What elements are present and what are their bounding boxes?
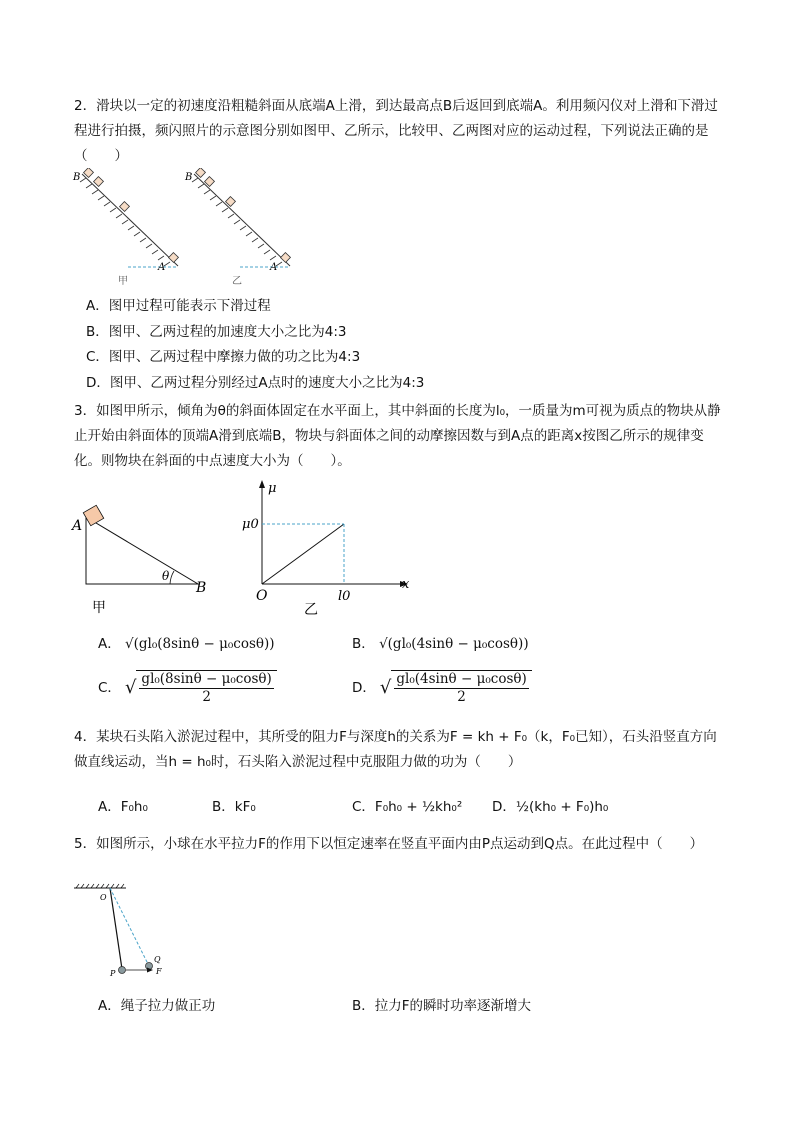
q2-label-yi: 乙 (232, 276, 242, 287)
q3-option-d-label: D． (352, 680, 376, 696)
q3-label-mu: μ (268, 481, 277, 496)
q3-label-l0: l0 (338, 589, 351, 604)
q3-option-a-label: A． (98, 636, 121, 652)
q3-label-B: B (196, 580, 207, 596)
q3-label-mu0: μ0 (242, 517, 259, 532)
q3-figure-yi (236, 474, 416, 624)
q5-label-Q: Q (154, 955, 161, 964)
q3-option-a-expr: √(gl₀(8sinθ − μ₀cosθ)) (125, 636, 275, 652)
q5-label-F: F (156, 967, 162, 976)
q5-stem: 5．如图所示，小球在水平拉力F的作用下以恒定速率在竖直平面内由P点运动到Q点。在此过程中（ ） (74, 836, 704, 852)
q2-label-A-yi: A (270, 262, 278, 273)
q2-label-A-jia: A (158, 262, 166, 273)
q3-label-O: O (256, 588, 268, 604)
q2-label-B-yi: B (185, 172, 193, 183)
q3-option-d: D． √ $\frac{\text{gl₀(4sinθ − μ₀cosθ)}}{2}$ (352, 670, 532, 706)
q4-option-c: C．F₀h₀ + ½kh₀² (352, 799, 463, 815)
q3-option-a (98, 634, 275, 654)
q3-label-A: A (72, 518, 83, 534)
q3-option-b-expr: √(gl₀(4sinθ − μ₀cosθ)) (379, 636, 529, 652)
q5-label-P: P (110, 969, 116, 978)
q3-figure-jia (64, 500, 224, 620)
q2-figure (70, 168, 310, 290)
q2-option-a: A．图甲过程可能表示下滑过程 (86, 298, 271, 314)
q2-option-c: C．图甲、乙两过程中摩擦力做的功之比为4:3 (86, 349, 361, 365)
q2-label-jia: 甲 (118, 276, 128, 287)
q2-option-b: B．图甲、乙两过程的加速度大小之比为4:3 (86, 324, 347, 340)
q3-label-jia: 甲 (92, 600, 106, 616)
q2-stem: 2．滑块以一定的初速度沿粗糙斜面从底端A上滑，到达最高点B后返回到底端A。利用频闪仪对上滑和下滑过程进行拍摄，频闪照片的示意图分别如图甲、乙所示，比较甲、乙两图对应的运动过程，下列说法正确的是（ ） (74, 98, 718, 164)
q3-stem: 3．如图甲所示，倾角为θ的斜面体固定在水平面上，其中斜面的长度为l₀，一质量为m可视为质点的物块从静止开始由斜面体的顶端A滑到底端B，物块与斜面体之间的动摩擦因数与到A点的距离x按图乙所示的规律变化。则物块在斜面的中点速度大小为（ ）。 (74, 403, 721, 469)
q5-option-a: A．绳子拉力做正功 (98, 998, 216, 1014)
q5-figure (70, 878, 180, 990)
q2-option-d: D．图甲、乙两过程分别经过A点时的速度大小之比为4:3 (86, 375, 425, 391)
q3-option-d-numerator: gl₀(4sinθ − μ₀cosθ) (396, 671, 527, 687)
q2-fig-jia (72, 168, 178, 287)
q3-label-x: x (402, 577, 410, 592)
q3-option-b (352, 634, 529, 654)
q3-option-c: C． √ $\frac{\text{gl₀(8sinθ − μ₀cosθ)}}{2}$ (98, 670, 277, 706)
q3-label-theta: θ (162, 569, 170, 583)
q3-label-yi: 乙 (304, 602, 318, 618)
q3-option-b-label: B． (352, 636, 375, 652)
q5-label-O: O (100, 893, 107, 902)
q3-option-c-label: C． (98, 680, 121, 696)
q4-option-a: A．F₀h₀ (98, 799, 148, 815)
q3-option-c-denominator: 2 (202, 689, 211, 705)
q3-option-c-numerator: gl₀(8sinθ − μ₀cosθ) (141, 671, 272, 687)
q2-fig-yi (184, 168, 290, 287)
q5-option-b: B．拉力F的瞬时功率逐渐增大 (352, 998, 532, 1014)
q4-stem: 4．某块石头陷入淤泥过程中，其所受的阻力F与深度h的关系为F = kh + F₀（k，F₀已知），石头沿竖直方向做直线运动，当h = h₀时，石头陷入淤泥过程中克服阻力做的功为（ ） (74, 729, 717, 770)
q2-label-B-jia: B (73, 172, 81, 183)
q4-option-d: D．½(kh₀ + F₀)h₀ (492, 799, 609, 815)
q3-option-d-denominator: 2 (457, 689, 466, 705)
q4-option-b: B．kF₀ (212, 799, 256, 815)
